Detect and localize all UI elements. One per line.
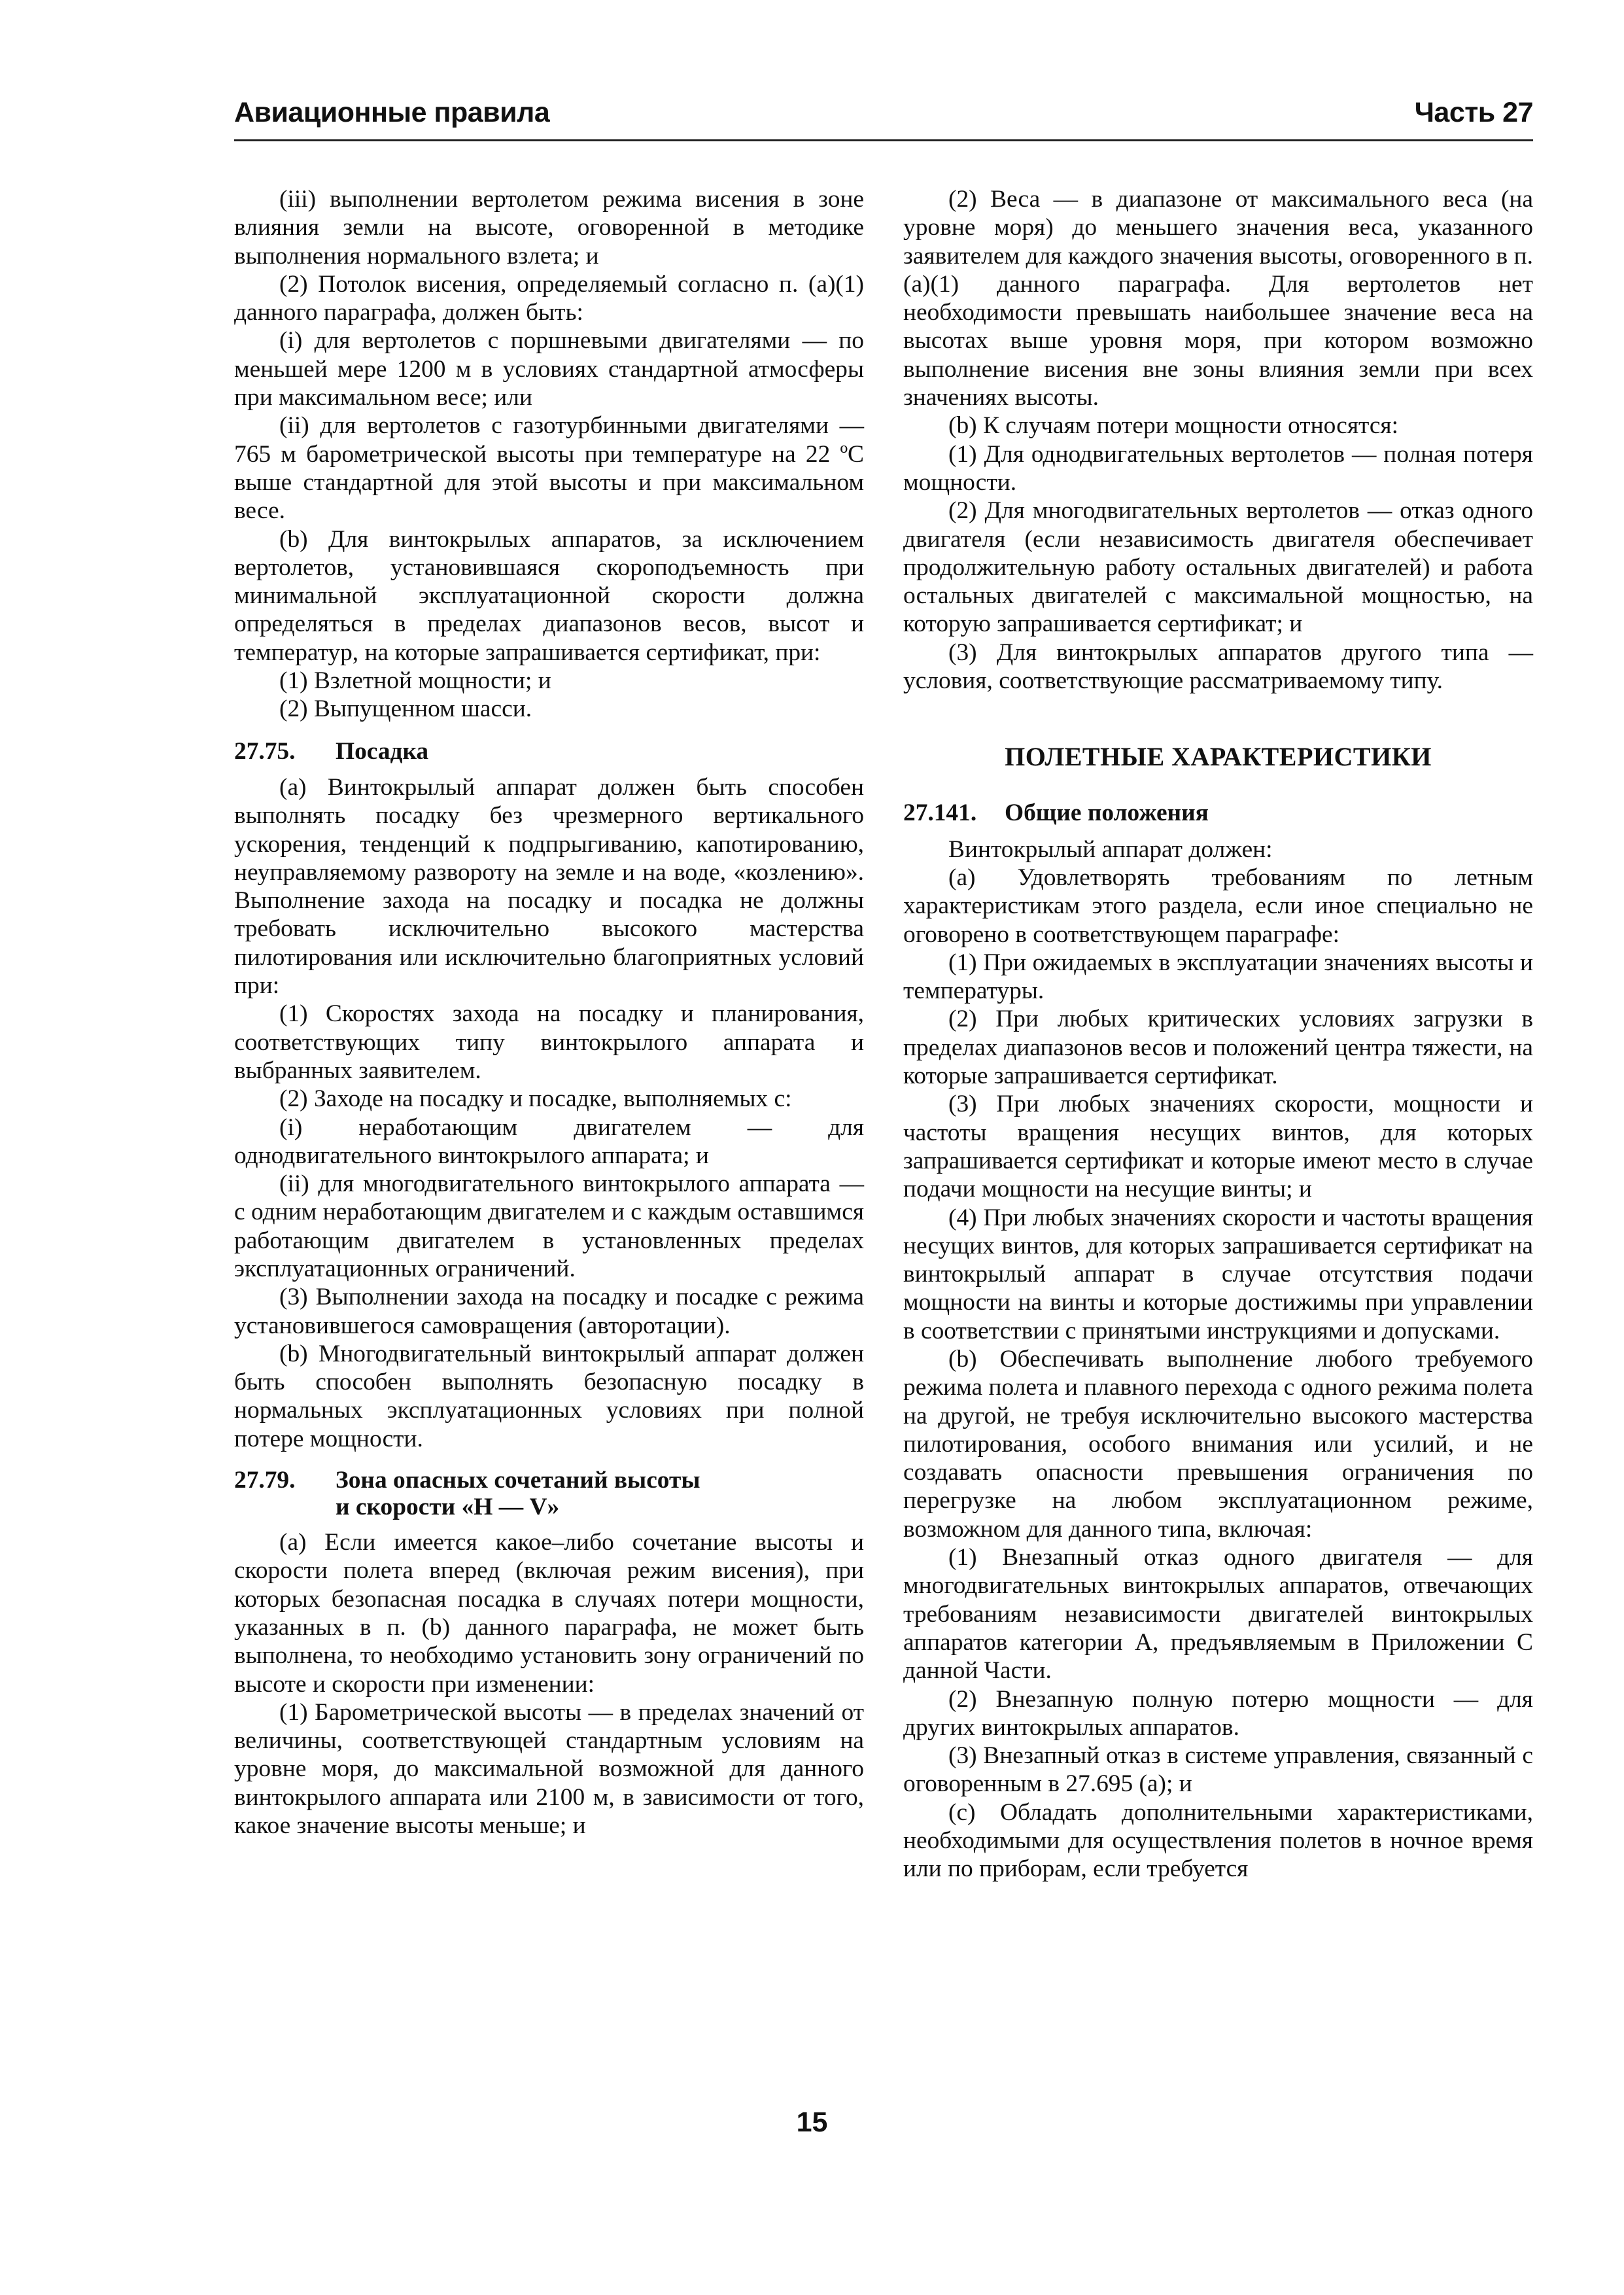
paragraph: (c) Обладать дополнительными характеристиками, необходимыми для осуществления полетов в ночное время или по приборам, если требуется <box>903 1798 1533 1883</box>
paragraph: (2) Потолок висения, определяемый согласно п. (a)(1) данного параграфа, должен быть: <box>234 270 864 326</box>
right-column <box>903 185 1533 1883</box>
paragraph: (b) Обеспечивать выполнение любого требуемого режима полета и плавного перехода с одного режима полета на другой, не требуя исключительно высокого мастерства пилотирования, особого внимания или усилий, и не создавать опасности превышения ограничения по перегрузке на любом эксплуатационном режиме, возможном для данного типа, включая: <box>903 1345 1533 1543</box>
paragraph: (2) Для многодвигательных вертолетов — отказ одного двигателя (если независимость двигателя обеспечивает продолжительную работу остальных двигателей) и работа остальных двигателей с максимальной мощностью, на которую запрашивается сертификат; и <box>903 497 1533 638</box>
page-number: 15 <box>796 2107 828 2138</box>
paragraph: (1) При ожидаемых в эксплуатации значениях высоты и температуры. <box>903 949 1533 1005</box>
paragraph: (1) Взлетной мощности; и <box>279 667 551 695</box>
section-number: 27.141. <box>903 799 977 827</box>
paragraph: (3) Для винтокрылых аппаратов другого типа — условия, соответствующие рассматриваемому типу. <box>903 639 1533 695</box>
paragraph: (2) Внезапную полную потерю мощности — для других винтокрылых аппаратов. <box>903 1685 1533 1741</box>
section-number: 27.75. <box>234 737 296 765</box>
paragraph: Винтокрылый аппарат должен: <box>948 835 1273 863</box>
paragraph: (3) Выполнении захода на посадку и посадке с режима установившегося самовращения (авторотации). <box>234 1284 864 1339</box>
paragraph: (b) К случаям потери мощности относятся: <box>948 412 1399 440</box>
paragraph: (i) для вертолетов с поршневыми двигателями — по меньшей мере 1200 м в условиях стандартной атмосферы при максимальном весе; или <box>234 327 864 412</box>
paragraph: (i) неработающим двигателем — для однодвигательного винтокрылого аппарата; и <box>234 1113 864 1169</box>
paragraph: (1) Для однодвигательных вертолетов — полная потеря мощности. <box>903 440 1533 496</box>
running-header-title: Авиационные правила <box>234 97 550 128</box>
section-title <box>336 1467 859 1520</box>
paragraph: (2) Заходе на посадку и посадке, выполняемых с: <box>279 1085 792 1113</box>
section-heading-27-75 <box>234 737 864 765</box>
paragraph: (a) Если имеется какое–либо сочетание высоты и скорости полета вперед (включая режим висения), при которых безопасная посадка в случаях потери мощности, указанных в п. (b) данного параграфа, не может быть выполнена, то необходимо установить зону ограничений по высоте и скорости при изменении: <box>234 1529 864 1698</box>
paragraph: (2) Выпущенном шасси. <box>279 695 532 723</box>
section-title-line-2: и скорости «Н — V» <box>336 1494 560 1521</box>
paragraph: (3) Внезапный отказ в системе управления, связанный с оговоренным в 27.695 (а); и <box>903 1742 1533 1798</box>
paragraph: (a) Винтокрылый аппарат должен быть способен выполнять посадку без чрезмерного вертикального ускорения, тенденций к подпрыгиванию, капотированию, неуправляемому развороту на земле и на воде, «козлению». Выполнение захода на посадку и посадка не должны требовать исключительно высокого мастерства пилотирования или исключительно благоприятных условий при: <box>234 773 864 1000</box>
paragraph: (1) Барометрической высоты — в пределах значений от величины, соответствующей стандартным условиям на уровне моря, до максимальной возможной для данного винтокрылого аппарата или 2100 м, в зависимости от того, какое значение высоты меньше; и <box>234 1698 864 1840</box>
paragraph: (b) Многодвигательный винтокрылый аппарат должен быть способен выполнять безопасную посадку в нормальных эксплуатационных условиях при полной потере мощности. <box>234 1340 864 1452</box>
paragraph: (ii) для многодвигательного винтокрылого аппарата — с одним неработающим двигателем и с каждым оставшимся работающим двигателем в установленных пределах эксплуатационных ограничений. <box>234 1170 864 1282</box>
paragraph: (a) Удовлетворять требованиям по летным характеристикам этого раздела, если иное специально не оговорено в соответствующем параграфе: <box>903 864 1533 948</box>
paragraph: (iii) выполнении вертолетом режима висения в зоне влияния земли на высоте, оговоренной в методике выполнения нормального взлета; и <box>234 186 864 270</box>
section-heading-27-79 <box>234 1467 864 1520</box>
paragraph: (b) Для винтокрылых аппаратов, за исключением вертолетов, установившаяся скороподъемность при минимальной эксплуатационной скорости должна определяться в пределах диапазонов весов, высот и температур, на которые запрашивается сертификат, при: <box>234 525 864 666</box>
running-header-part: Часть 27 <box>1414 97 1533 128</box>
paragraph: (1) Внезапный отказ одного двигателя — для многодвигательных винтокрылых аппаратов, отвечающих требованиям независимости двигателей винтокрылых аппаратов категории А, предъявляемым в Приложении С данной Части. <box>903 1544 1533 1685</box>
section-title: Посадка <box>336 737 429 765</box>
left-column <box>234 185 864 1840</box>
section-title: Общие положения <box>1005 799 1209 827</box>
chapter-heading: ПОЛЕТНЫЕ ХАРАКТЕРИСТИКИ <box>1005 742 1432 772</box>
paragraph: (ii) для вертолетов с газотурбинными двигателями — 765 м барометрической высоты при температуре на 22 ºС выше стандартной для этой высоты и при максимальном весе. <box>234 412 864 525</box>
paragraph: (2) Веса — в диапазоне от максимального веса (на уровне моря) до меньшего значения веса, указанного заявителем для каждого значения высоты, оговоренного в п. (a)(1) данного параграфа. Для вертолетов нет необходимости превышать наибольшее значение веса на высотах выше уровня моря, при котором возможно выполнение висения вне зоны влияния земли при всех значениях высоты. <box>903 186 1533 412</box>
paragraph: (2) При любых критических условиях загрузки в пределах диапазонов весов и положений центра тяжести, на которые запрашивается сертификат. <box>903 1006 1533 1090</box>
paragraph: (4) При любых значениях скорости и частоты вращения несущих винтов, для которых запрашивается сертификат на винтокрылый аппарат в случае отсутствия подачи мощности на винты и которые достижимы при управлении в соответствии с принятыми инструкциями и допусками. <box>903 1204 1533 1344</box>
section-number: 27.79. <box>234 1467 296 1494</box>
paragraph: (3) При любых значениях скорости, мощности и частоты вращения несущих винтов, для которых запрашивается сертификат и которые имеют место в случае подачи мощности на несущие винты; и <box>903 1091 1533 1203</box>
section-heading-27-141 <box>903 799 1533 827</box>
section-title-line-1: Зона опасных сочетаний высоты <box>336 1467 700 1494</box>
paragraph: (1) Скоростях захода на посадку и планирования, соответствующих типу винтокрылого аппарата и выбранных заявителем. <box>234 1000 864 1084</box>
header-rule <box>234 139 1533 141</box>
